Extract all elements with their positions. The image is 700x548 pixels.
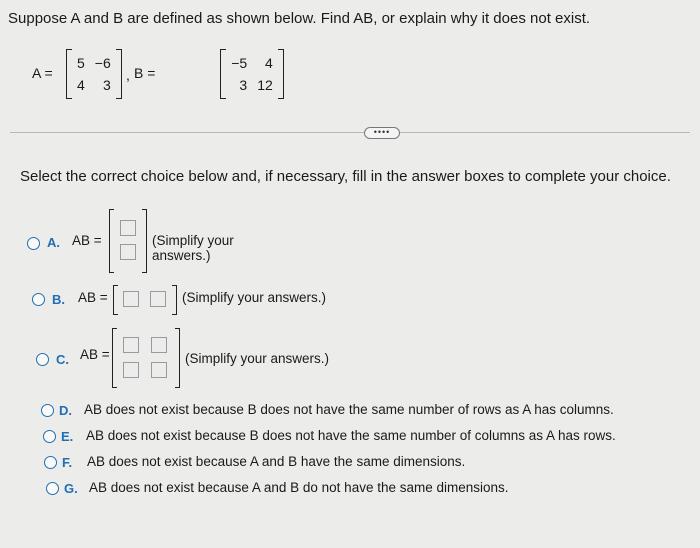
answer-box[interactable] xyxy=(120,220,136,236)
option-g[interactable] xyxy=(44,481,544,501)
option-f-text: AB does not exist because A and B have the same dimensions. xyxy=(87,454,466,469)
instruction-text: Select the correct choice below and, if necessary, fill in the answer boxes to complete your choice. xyxy=(20,168,671,185)
matrix-a-cell: −6 xyxy=(94,55,111,71)
matrix-a-cell: 3 xyxy=(102,77,111,93)
option-a-hint: (Simplify your answers.) xyxy=(152,233,234,263)
option-d-text: AB does not exist because B does not have the same number of rows as A has columns. xyxy=(84,402,614,417)
answer-box[interactable] xyxy=(150,291,166,307)
option-g-radio[interactable] xyxy=(46,482,59,495)
option-a-radio[interactable] xyxy=(27,237,40,250)
option-a-letter: A. xyxy=(47,235,60,250)
more-button[interactable]: •••• xyxy=(364,127,400,139)
option-b-hint: (Simplify your answers.) xyxy=(182,290,327,305)
option-f[interactable] xyxy=(42,455,542,475)
option-d[interactable] xyxy=(39,403,639,423)
column-matrix-bracket xyxy=(109,210,147,272)
answer-box[interactable] xyxy=(151,337,167,353)
matrix-b-cell: 12 xyxy=(257,77,273,93)
option-d-letter: D. xyxy=(59,403,72,418)
matrix-b-label: B = xyxy=(134,65,156,81)
matrix-a xyxy=(66,50,122,98)
matrix-a-label: A = xyxy=(32,65,53,81)
option-c-radio[interactable] xyxy=(36,353,49,366)
option-e-text: AB does not exist because B does not have the same number of columns as A has rows. xyxy=(86,428,616,443)
answer-box[interactable] xyxy=(123,337,139,353)
option-f-letter: F. xyxy=(62,455,73,470)
matrix-b-cell: 3 xyxy=(239,77,248,93)
option-c[interactable] xyxy=(34,342,354,384)
matrix-b xyxy=(220,50,284,98)
option-b[interactable] xyxy=(30,288,350,314)
matrix-b-cell: −5 xyxy=(231,55,248,71)
option-f-radio[interactable] xyxy=(44,456,57,469)
option-g-text: AB does not exist because A and B do not have the same dimensions. xyxy=(89,480,509,495)
answer-box[interactable] xyxy=(123,291,139,307)
option-c-hint: (Simplify your answers.) xyxy=(185,351,330,366)
matrix-b-cell: 4 xyxy=(264,55,273,71)
option-c-prefix: AB = xyxy=(80,347,110,362)
option-e-radio[interactable] xyxy=(43,430,56,443)
option-d-radio[interactable] xyxy=(41,404,54,417)
square-matrix-bracket xyxy=(112,329,180,387)
matrix-separator: , xyxy=(126,67,130,83)
option-b-prefix: AB = xyxy=(78,290,108,305)
option-a-prefix: AB = xyxy=(72,233,102,248)
question-text: Suppose A and B are defined as shown below. Find AB, or explain why it does not exist. xyxy=(8,10,591,27)
option-b-radio[interactable] xyxy=(32,293,45,306)
option-b-letter: B. xyxy=(52,292,65,307)
matrix-a-cell: 5 xyxy=(77,55,85,71)
answer-box[interactable] xyxy=(123,362,139,378)
option-g-letter: G. xyxy=(64,481,78,496)
answer-box[interactable] xyxy=(151,362,167,378)
matrix-a-cell: 4 xyxy=(77,77,85,93)
option-a[interactable] xyxy=(25,227,245,275)
option-c-letter: C. xyxy=(56,352,69,367)
section-divider xyxy=(10,132,690,133)
option-e-letter: E. xyxy=(61,429,74,444)
answer-box[interactable] xyxy=(120,244,136,260)
row-matrix-bracket xyxy=(113,286,177,314)
option-e[interactable] xyxy=(41,429,641,449)
